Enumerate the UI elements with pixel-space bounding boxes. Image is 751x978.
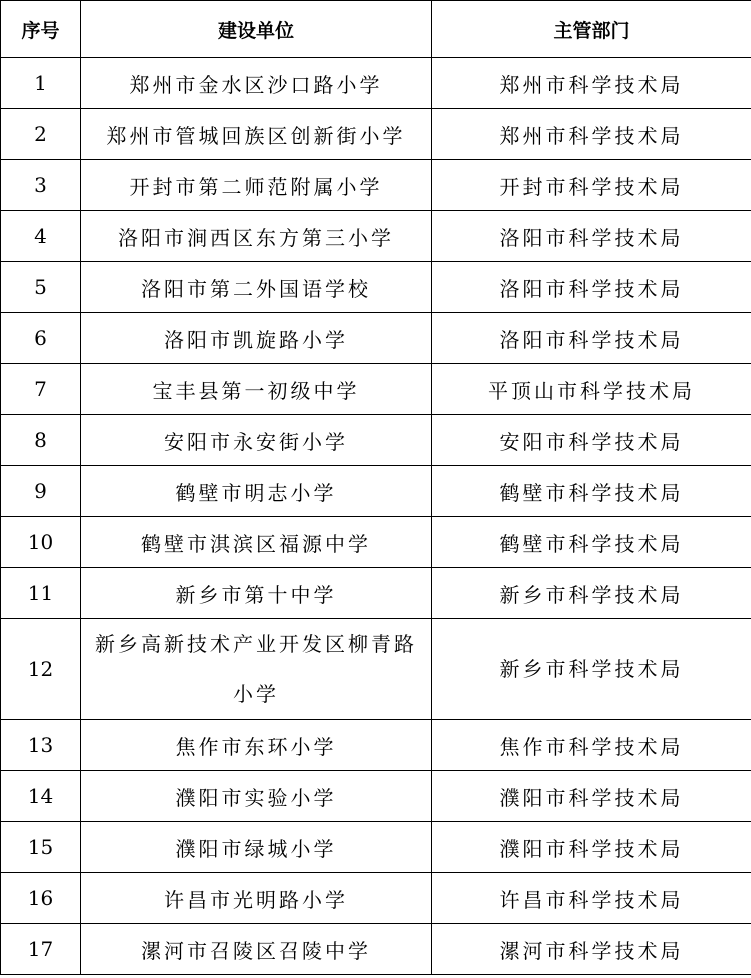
row-dept: 平顶山市科学技术局 <box>432 364 751 415</box>
table-row <box>1 415 751 466</box>
row-index: 9 <box>1 466 81 517</box>
row-dept: 开封市科学技术局 <box>432 160 751 211</box>
table-row <box>1 160 751 211</box>
row-unit: 濮阳市绿城小学 <box>81 822 432 873</box>
row-index: 1 <box>1 58 81 109</box>
table-row <box>1 619 751 720</box>
row-unit: 郑州市金水区沙口路小学 <box>81 58 432 109</box>
table-row <box>1 466 751 517</box>
table-row <box>1 568 751 619</box>
row-dept: 安阳市科学技术局 <box>432 415 751 466</box>
header-index: 序号 <box>1 1 81 58</box>
row-dept: 鹤壁市科学技术局 <box>432 517 751 568</box>
row-dept: 洛阳市科学技术局 <box>432 262 751 313</box>
table-row <box>1 364 751 415</box>
row-unit: 安阳市永安街小学 <box>81 415 432 466</box>
table-row <box>1 262 751 313</box>
row-index: 14 <box>1 771 81 822</box>
row-dept: 洛阳市科学技术局 <box>432 313 751 364</box>
row-dept: 焦作市科学技术局 <box>432 720 751 771</box>
row-index: 5 <box>1 262 81 313</box>
row-unit: 许昌市光明路小学 <box>81 873 432 924</box>
table-row <box>1 211 751 262</box>
table-row <box>1 313 751 364</box>
row-index: 13 <box>1 720 81 771</box>
row-unit: 宝丰县第一初级中学 <box>81 364 432 415</box>
row-dept: 新乡市科学技术局 <box>432 619 751 720</box>
row-index: 6 <box>1 313 81 364</box>
row-dept: 郑州市科学技术局 <box>432 109 751 160</box>
row-index: 8 <box>1 415 81 466</box>
table-header-row <box>1 1 751 58</box>
table-row <box>1 109 751 160</box>
row-index: 10 <box>1 517 81 568</box>
table-row <box>1 924 751 975</box>
row-index: 16 <box>1 873 81 924</box>
row-index: 11 <box>1 568 81 619</box>
row-unit: 洛阳市第二外国语学校 <box>81 262 432 313</box>
row-index: 17 <box>1 924 81 975</box>
row-unit: 新乡市第十中学 <box>81 568 432 619</box>
row-dept: 鹤壁市科学技术局 <box>432 466 751 517</box>
row-unit: 新乡高新技术产业开发区柳青路小学 <box>81 619 432 720</box>
row-unit: 漯河市召陵区召陵中学 <box>81 924 432 975</box>
row-dept: 郑州市科学技术局 <box>432 58 751 109</box>
row-dept: 濮阳市科学技术局 <box>432 771 751 822</box>
row-unit: 鹤壁市明志小学 <box>81 466 432 517</box>
row-dept: 洛阳市科学技术局 <box>432 211 751 262</box>
row-index: 4 <box>1 211 81 262</box>
row-index: 12 <box>1 619 81 720</box>
row-index: 2 <box>1 109 81 160</box>
row-index: 15 <box>1 822 81 873</box>
row-index: 7 <box>1 364 81 415</box>
row-unit: 开封市第二师范附属小学 <box>81 160 432 211</box>
row-dept: 新乡市科学技术局 <box>432 568 751 619</box>
row-unit: 濮阳市实验小学 <box>81 771 432 822</box>
row-unit: 郑州市管城回族区创新街小学 <box>81 109 432 160</box>
row-unit: 鹤壁市淇滨区福源中学 <box>81 517 432 568</box>
row-index: 3 <box>1 160 81 211</box>
row-dept: 濮阳市科学技术局 <box>432 822 751 873</box>
row-dept: 漯河市科学技术局 <box>432 924 751 975</box>
header-unit: 建设单位 <box>81 1 432 58</box>
table-row <box>1 822 751 873</box>
row-unit: 焦作市东环小学 <box>81 720 432 771</box>
table-row <box>1 720 751 771</box>
table-row <box>1 771 751 822</box>
table-row <box>1 58 751 109</box>
row-unit: 洛阳市凯旋路小学 <box>81 313 432 364</box>
table-row <box>1 873 751 924</box>
table-row <box>1 517 751 568</box>
row-unit: 洛阳市涧西区东方第三小学 <box>81 211 432 262</box>
header-dept: 主管部门 <box>432 1 751 58</box>
row-dept: 许昌市科学技术局 <box>432 873 751 924</box>
